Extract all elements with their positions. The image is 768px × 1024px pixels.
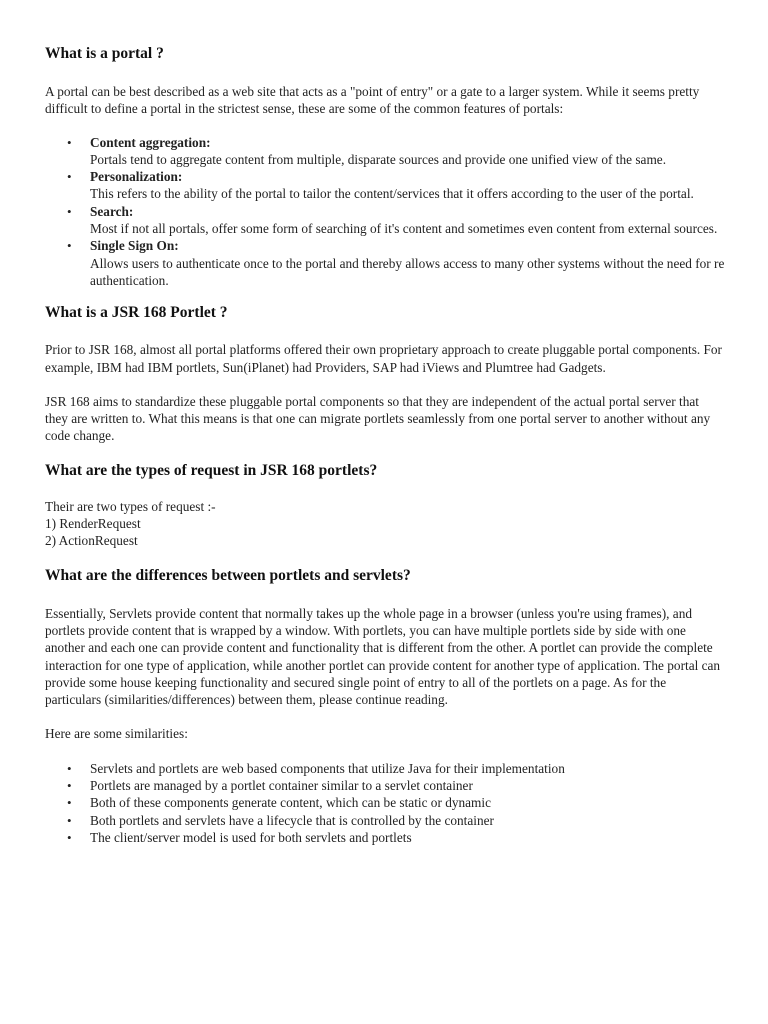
document-page (45, 44, 725, 846)
bullet-icon: • (67, 812, 72, 828)
list-item (67, 760, 725, 777)
heading-what-is-portal: What is a portal ? (45, 45, 164, 62)
jsr168-paragraph-1: Prior to JSR 168, almost all portal platforms offered their own proprietary approach to create pluggable portal components. For example, IBM had IBM portlets, Sun(iPlanet) had Providers, SAP had iViews and Plumtree had Gadgets. (45, 342, 722, 375)
similarity-text: The client/server model is used for both servlets and portlets (90, 829, 412, 845)
similarities-list (45, 760, 725, 846)
list-item (67, 777, 725, 794)
feature-term: Personalization: (90, 169, 183, 185)
differences-paragraph: Essentially, Servlets provide content that normally takes up the whole page in a browser (unless you're using frames), and portlets provide content that is wrapped by a window. With portlets, you can have multiple portlets side by side with one another and each one can provide content and functionality that is different from the other. A portlet can provide the complete interaction for one type of application, while another portlet can provide content for another type of application. The portal can provide some house keeping functionality and secured single point of entry to all of the portlets on a page. As for the particulars (similarities/differences) between them, please continue reading. (45, 605, 721, 708)
request-types-intro: Their are two types of request :- (45, 498, 216, 514)
jsr168-paragraph-2: JSR 168 aims to standardize these pluggable portal components so that they are independent of the actual portal server that they are written to. What this means is that one can migrate portlets seamlessly from one portal server to another without any code change. (45, 393, 711, 444)
heading-request-types: What are the types of request in JSR 168 portlets? (45, 461, 378, 479)
portal-intro-paragraph: A portal can be best described as a web site that acts as a "point of entry" or a gate to a larger system. While it seems pretty difficult to define a portal in the strictest sense, these are some of the common features of portals: (45, 84, 700, 117)
list-item-content-aggregation (67, 134, 725, 169)
bullet-icon: • (67, 238, 72, 254)
request-type-render: 1) RenderRequest (45, 516, 141, 532)
bullet-icon: • (67, 778, 72, 794)
feature-description: This refers to the ability of the portal to tailor the content/services that it offers according to the user of the portal. (90, 186, 694, 202)
heading-jsr168-portlet: What is a JSR 168 Portlet ? (45, 304, 228, 322)
feature-term: Search: (90, 203, 134, 219)
bullet-icon: • (67, 134, 72, 150)
similarity-text: Both of these components generate content, which can be static or dynamic (90, 795, 491, 811)
request-type-action: 2) ActionRequest (45, 533, 138, 549)
list-item (67, 829, 725, 846)
feature-description: Most if not all portals, offer some form of searching of it's content and sometimes even content from external sources. (90, 221, 718, 237)
feature-term: Content aggregation: (90, 134, 211, 150)
request-types-block (45, 498, 725, 550)
heading-portlets-vs-servlets: What are the differences between portlets and servlets? (45, 566, 411, 584)
bullet-icon: • (67, 760, 72, 776)
similarities-intro: Here are some similarities: (45, 726, 188, 742)
similarity-text: Both portlets and servlets have a lifecycle that is controlled by the container (90, 812, 494, 828)
list-item (67, 794, 725, 811)
bullet-icon: • (67, 203, 72, 219)
bullet-icon: • (67, 795, 72, 811)
feature-description: Portals tend to aggregate content from multiple, disparate sources and provide one unified view of the same. (90, 151, 667, 167)
bullet-icon: • (67, 169, 72, 185)
list-item-single-sign-on (67, 237, 725, 289)
feature-description: Allows users to authenticate once to the portal and thereby allows access to many other systems without the need for re authentication. (90, 255, 725, 288)
similarity-text: Servlets and portlets are web based components that utilize Java for their implementation (90, 760, 565, 776)
feature-term: Single Sign On: (90, 238, 179, 254)
portal-features-list (45, 134, 725, 290)
list-item-personalization (67, 168, 725, 203)
list-item (67, 812, 725, 829)
list-item-search (67, 203, 725, 238)
bullet-icon: • (67, 829, 72, 845)
similarity-text: Portlets are managed by a portlet container similar to a servlet container (90, 778, 473, 794)
